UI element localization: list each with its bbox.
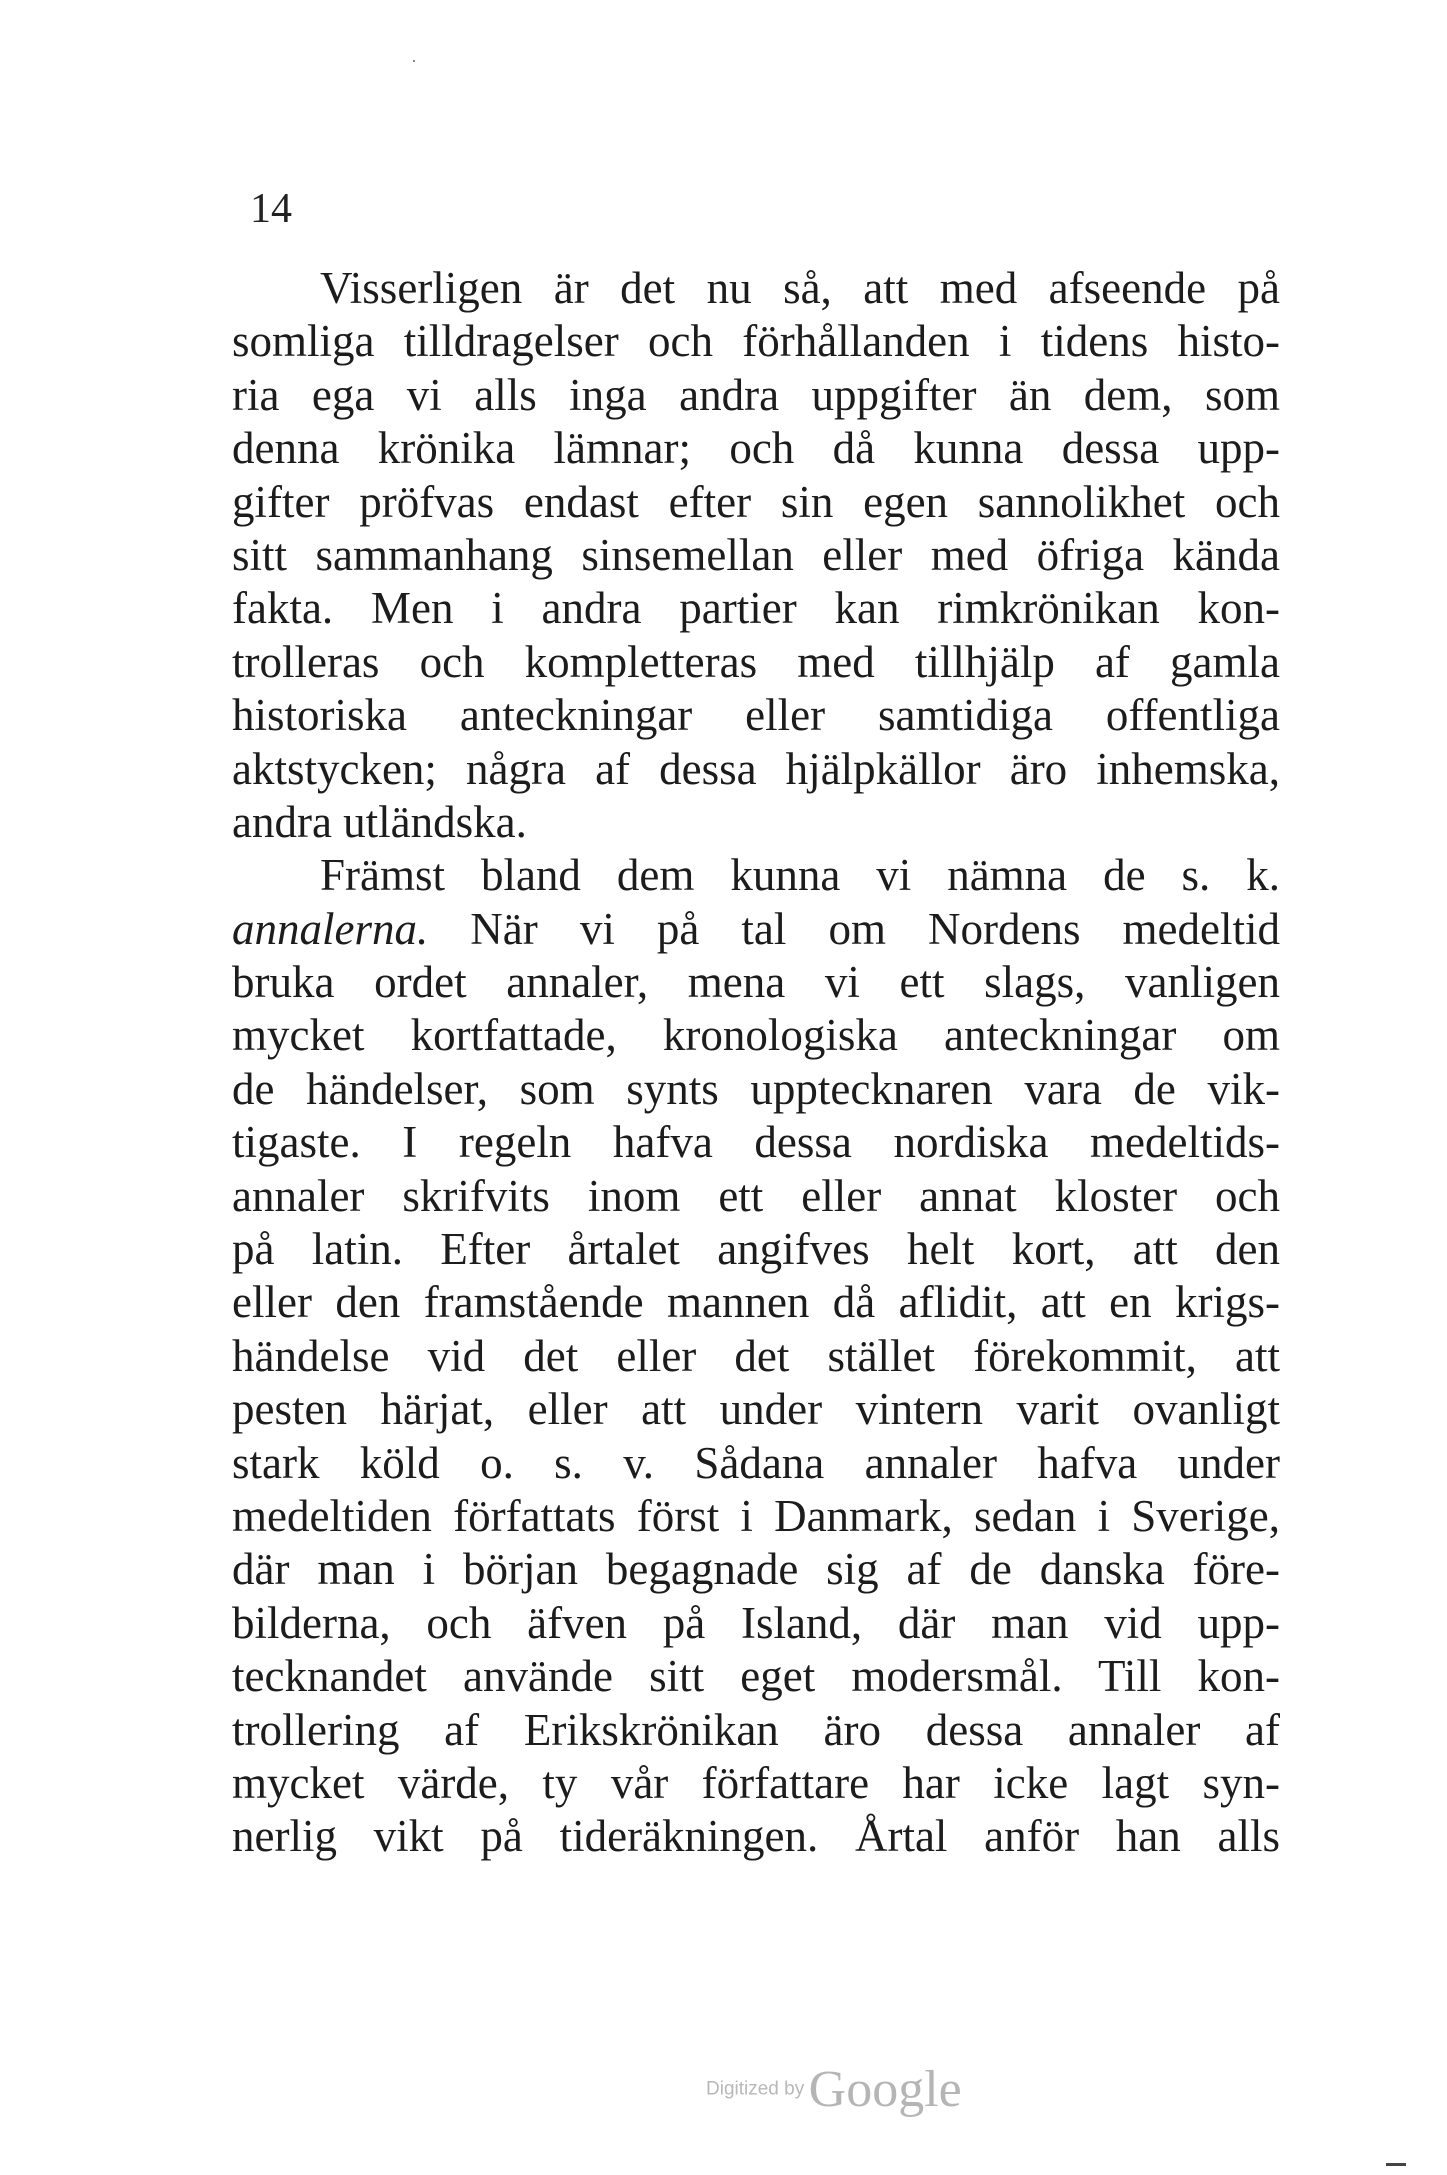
scan-edge-mark [1386, 2163, 1406, 2166]
text-line: på latin. Efter årtalet angifves helt kort, att den [232, 1224, 1280, 1275]
text-line: tigaste. I regeln hafva dessa nordiska medeltids- [232, 1117, 1280, 1168]
text-line: Främst bland dem kunna vi nämna de s. k. [320, 850, 1280, 901]
text-line: denna krönika lämnar; och då kunna dessa upp- [232, 423, 1280, 474]
text-line: trollering af Erikskrönikan äro dessa annaler af [232, 1704, 1280, 1755]
text-line: gifter pröfvas endast efter sin egen sannolikhet och [232, 476, 1280, 527]
text-line: ria ega vi alls inga andra uppgifter än dem, som [232, 369, 1280, 420]
text-line: Visserligen är det nu så, att med afseende på [320, 263, 1280, 313]
text-line: aktstycken; några af dessa hjälpkällor äro inhemska, [232, 743, 1280, 794]
page-number: 14 [250, 186, 292, 232]
text-line: bilderna, och äfven på Island, där man vid upp- [232, 1597, 1280, 1648]
text-line: trolleras och kompletteras med tillhjälp af gamla [232, 636, 1280, 687]
text-line: historiska anteckningar eller samtidiga offentliga [232, 690, 1280, 741]
scan-speck [413, 60, 415, 62]
text-line: medeltiden författats först i Danmark, sedan i Sverige, [232, 1490, 1280, 1541]
text-line: mycket värde, ty vår författare har icke lagt syn- [232, 1757, 1280, 1808]
text-line: bruka ordet annaler, mena vi ett slags, vanligen [232, 957, 1280, 1008]
text-segment: När vi på tal om Nordens medeltid [428, 903, 1280, 954]
text-line: där man i början begagnade sig af de danska före- [232, 1544, 1280, 1595]
text-line: de händelser, som synts upptecknaren vara de vik- [232, 1063, 1280, 1114]
text-line: sitt sammanhang sinsemellan eller med öfriga kända [232, 529, 1280, 580]
text-line: nerlig vikt på tideräkningen. Årtal anför han alls [232, 1811, 1280, 1862]
text-line: stark köld o. s. v. Sådana annaler hafva under [232, 1437, 1280, 1488]
text-line: somliga tilldragelser och förhållanden i tidens histo- [232, 316, 1280, 367]
text-line [232, 903, 1280, 956]
text-line: tecknandet använde sitt eget modersmål. Till kon- [232, 1651, 1280, 1702]
italic-term: annalerna. [232, 903, 429, 954]
text-line: annaler skrifvits inom ett eller annat kloster och [232, 1170, 1280, 1221]
text-line: händelse vid det eller det stället förekommit, att [232, 1330, 1280, 1381]
body-text [232, 262, 1280, 1864]
google-logo: Google [808, 2061, 962, 2118]
digitized-by-google-watermark [706, 2060, 962, 2119]
text-line: fakta. Men i andra partier kan rimkrönikan kon- [232, 583, 1280, 634]
text-line: eller den framstående mannen då aflidit, att en krigs- [232, 1277, 1280, 1328]
text-line: andra utländska. [232, 796, 527, 847]
text-line: pesten härjat, eller att under vintern varit ovanligt [232, 1384, 1280, 1435]
digitized-by-label: Digitized by [706, 2078, 805, 2100]
text-line: mycket kortfattade, kronologiska anteckningar om [232, 1010, 1280, 1061]
